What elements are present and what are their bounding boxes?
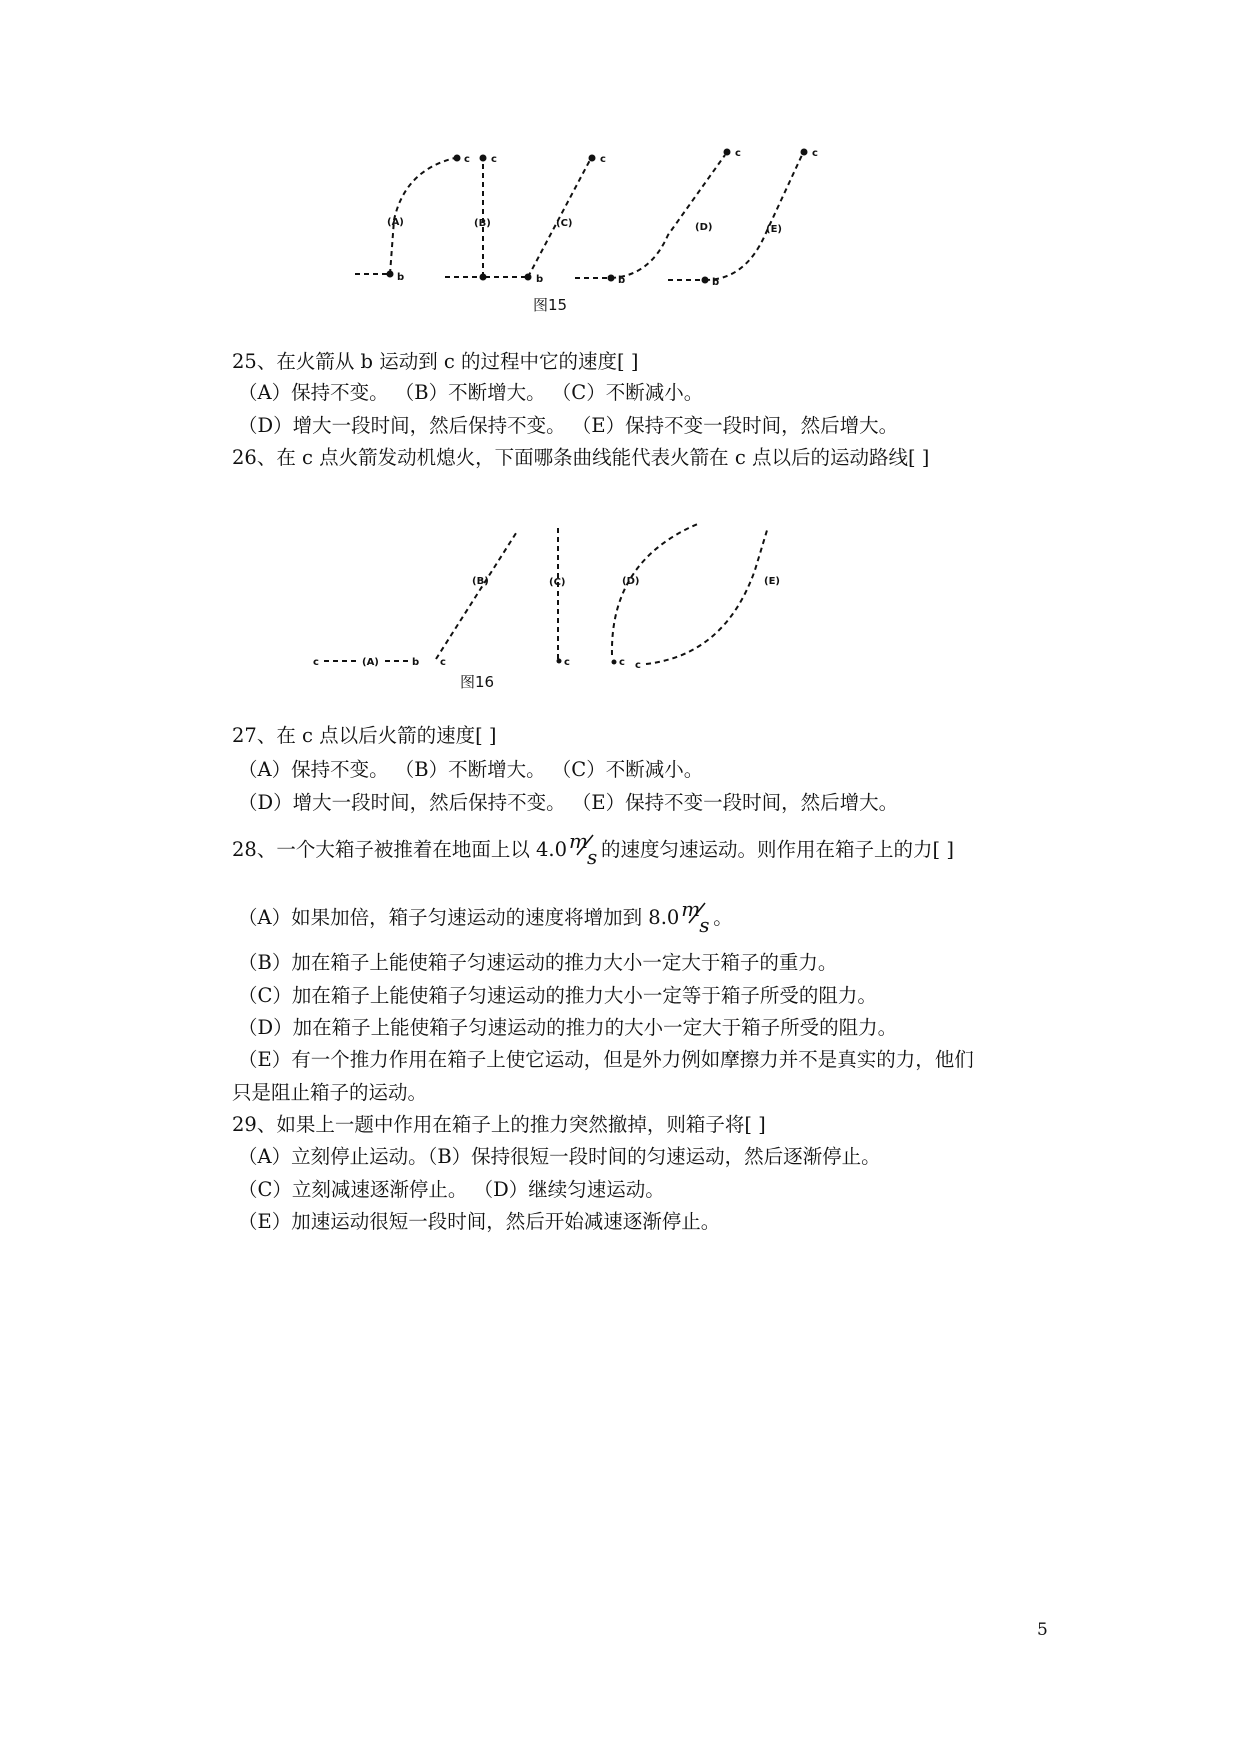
label-a: (A) [387, 217, 404, 228]
label-c-a: c [464, 154, 470, 165]
label-e: (E) [764, 576, 780, 587]
label-b-d: b [618, 275, 626, 286]
q27-options-line1: （A）保持不变。 （B）不断增大。 （C）不断减小。 [238, 758, 704, 781]
figure-15-diagram [350, 140, 870, 325]
label-c-d: c [619, 657, 625, 668]
label-b: (B) [472, 576, 489, 587]
label-a: (A) [362, 657, 379, 668]
q28-option-b: （B）加在箱子上能使箱子匀速运动的推力大小一定大于箱子的重力。 [238, 951, 838, 974]
q28-option-a [238, 897, 733, 937]
q29-stem: 29、如果上一题中作用在箱子上的推力突然撤掉，则箱子将[ ] [232, 1113, 766, 1136]
point-c-d [724, 149, 731, 156]
q28-stem [232, 829, 954, 869]
unit-m: m [569, 829, 588, 853]
path-d [611, 155, 725, 278]
q25-options-line2: （D）增大一段时间，然后保持不变。 （E）保持不变一段时间，然后增大。 [238, 414, 899, 437]
q25-options-line1: （A）保持不变。 （B）不断增大。 （C）不断减小。 [238, 381, 704, 404]
q27-stem: 27、在 c 点以后火箭的速度[ ] [232, 724, 497, 747]
point-c-c [557, 659, 562, 664]
q28-option-a-after: 。 [713, 906, 733, 929]
label-c-d: c [735, 148, 741, 159]
unit-s: s [587, 845, 598, 869]
figure-16-diagram [310, 515, 860, 695]
page-number: 5 [1037, 1620, 1048, 1640]
label-c: (C) [556, 218, 573, 229]
label-c: (C) [549, 577, 566, 588]
path-e [705, 155, 802, 280]
figure-15 [350, 140, 870, 325]
unit-m-per-s-a [679, 897, 713, 937]
q28-option-a-before: （A）如果加倍，箱子匀速运动的速度将增加到 8.0 [238, 906, 680, 929]
label-c-a: c [313, 657, 319, 668]
label-b: (B) [474, 218, 491, 229]
label-c-c: c [600, 154, 606, 165]
figure-16 [310, 515, 860, 695]
point-c-e [801, 149, 808, 156]
label-c-e: c [812, 148, 818, 159]
q29-options-line2: （C）立刻减速逐渐停止。 （D）继续匀速运动。 [238, 1178, 665, 1201]
label-b-a: b [397, 272, 405, 283]
point-c-a [454, 155, 461, 162]
path-a [390, 158, 455, 274]
q27-options-line2: （D）增大一段时间，然后保持不变。 （E）保持不变一段时间，然后增大。 [238, 791, 899, 814]
label-d: (D) [622, 576, 640, 587]
label-b-c: b [536, 274, 544, 285]
unit-m-per-s [567, 829, 601, 869]
label-b-e: b [712, 277, 720, 288]
q26-stem: 26、在 c 点火箭发动机熄火，下面哪条曲线能代表火箭在 c 点以后的运动路线[ ] [232, 446, 930, 469]
label-c-b: c [440, 657, 446, 668]
point-c-b [480, 155, 487, 162]
label-b-a: b [412, 657, 420, 668]
q28-option-e-line2: 只是阻止箱子的运动。 [232, 1081, 428, 1104]
label-c-e: c [635, 660, 641, 671]
q28-stem-after: 的速度匀速运动。则作用在箱子上的力[ ] [601, 838, 954, 861]
path-b [436, 530, 518, 659]
q28-option-c: （C）加在箱子上能使箱子匀速运动的推力大小一定等于箱子所受的阻力。 [238, 984, 877, 1007]
figure-16-caption: 图16 [460, 673, 495, 691]
label-d: (D) [695, 222, 713, 233]
q28-option-e-line1: （E）有一个推力作用在箱子上使它运动，但是外力例如摩擦力并不是真实的力，他们 [238, 1048, 974, 1071]
label-c-b: c [491, 154, 497, 165]
q28-stem-before: 28、一个大箱子被推着在地面上以 4.0 [232, 838, 568, 861]
unit-m: m [681, 897, 701, 921]
q29-options-line1: （A）立刻停止运动。（B）保持很短一段时间的匀速运动，然后逐渐停止。 [238, 1145, 881, 1168]
path-d [612, 523, 700, 655]
label-e: (E) [766, 224, 782, 235]
point-c-c [589, 155, 596, 162]
point-c-d [612, 660, 617, 665]
q28-option-d: （D）加在箱子上能使箱子匀速运动的推力的大小一定大于箱子所受的阻力。 [238, 1016, 898, 1039]
unit-s: s [699, 913, 710, 937]
q25-stem: 25、在火箭从 b 运动到 c 的过程中它的速度[ ] [232, 350, 639, 373]
q29-options-line3: （E）加速运动很短一段时间，然后开始减速逐渐停止。 [238, 1210, 721, 1233]
path-e [646, 527, 768, 664]
figure-15-caption: 图15 [533, 296, 568, 314]
label-c-c: c [564, 657, 570, 668]
